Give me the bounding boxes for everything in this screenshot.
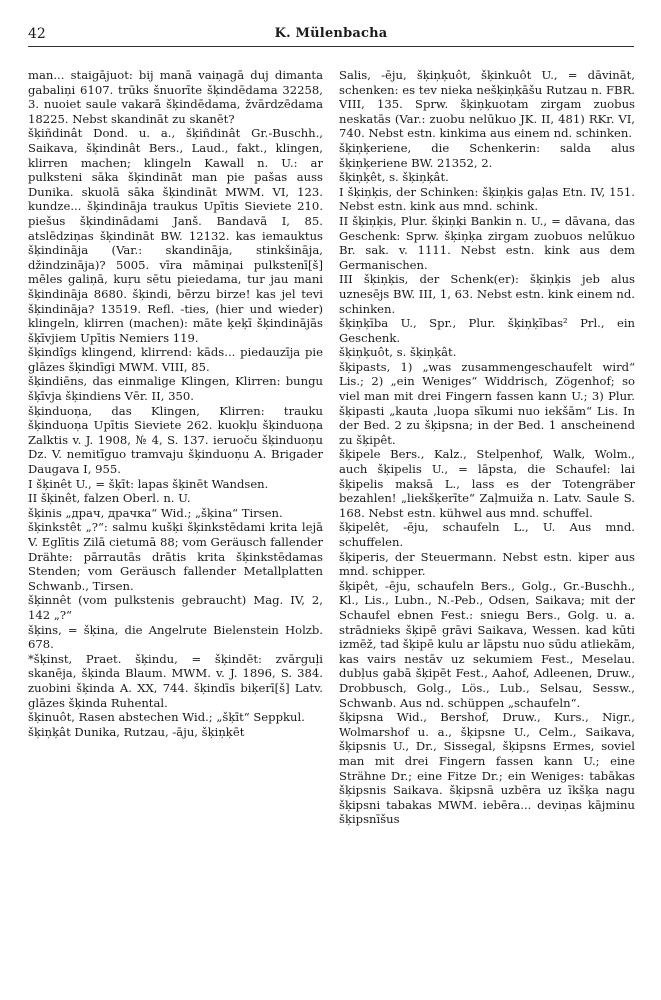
dictionary-entry: šķipelêt, -ēju, schaufeln L., U. Aus mnd. schuffelen. [339, 520, 635, 549]
dictionary-entry: šķiñdinât Dond. u. a., šķiñdinât Gr.-Buschh., Saikava, šķindinât Bers., Laud., fakt., klingen, klirren machen; klingeln Kawall n. U.: ar pulksteni sāka šķindināt man pie pašas auss Dunika. skuolā sāka šķindināt MWM. VI, 123. kundze... šķindināja traukus Upītis Sieviete 210. piešus šķindinādami Janš. Bandavā I, 85. atslēdziņas šķindināt BW. 12132. kas iemauktus šķindināja (Var.: skandināja, stinkšināja, džindzināja)? 5005. vīra māmiņai pulkstenī[š] mēles galiņā, kuŗu sētu pieiedama, tur jau mani šķindināja 8680. šķindi, bērzu birze! kas jel tevi šķindināja? 13519. Refl. -ties, (hier und wieder) klingeln, klirren (machen): māte ķeķī šķindinājās šķīvjiem Upītis Nemiers 119. [28, 126, 323, 345]
dictionary-entry: šķiņķêt, s. šķiņķât. [339, 170, 449, 185]
dictionary-entry: šķinuôt, Rasen abstechen Wid.; „šķīt“ Seppkul. [28, 710, 305, 725]
dictionary-entry: šķiņķuôt, s. šķiņķât. [339, 345, 457, 360]
dictionary-entry: šķipsna Wid., Bershof, Druw., Kurs., Nigr., Wolmarshof u. a., šķipsne U., Celm., Saikava, šķipsnis U., Dr., Sissegal, šķipsns Ermes, soviel man mit drei Fingern fassen kann U.; eine Strähne Dr.; eine Fitze Dr.; ein Weniges: tabākas šķipsnis Saikava. šķipsnā uzbēra uz īkšķa nagu šķipsni tabakas MWM. iebēra... deviņas kājminu šķipsnīšus [339, 710, 635, 827]
dictionary-entry: man... staigājuot: bij manā vaiņagā duj dimanta gabaliņi 6107. trūks šnuorīte šķindēdama 32258, 3. nuoiet saule vakarā šķindēdama, žvārdzēdama 18225. Nebst skandināt zu skanēt? [28, 68, 323, 126]
dictionary-entry: šķindiēns, das einmalige Klingen, Klirren: bungu šķīvja šķindiens Vēr. II, 350. [28, 374, 323, 404]
dictionary-entry: I šķinêt U., = šķīt: lapas šķinēt Wandsen. [28, 476, 269, 491]
left-column [28, 68, 323, 988]
dictionary-entry: šķinis „драч, драчка“ Wid.; „šķina“ Tirsen. [28, 505, 283, 520]
dictionary-entry: šķins, = šķina, die Angelrute Bielenstein Holzb. 678. [28, 622, 323, 652]
dictionary-entry: šķipele Bers., Kalz., Stelpenhof, Walk, Wolm., auch šķipelis U., = lāpsta, die Schaufel: lai šķipelis maksā L., lass es der Totengräber bezahlen! „liekšķerīte“ Zaļmuiža n. Latv. Saule S. 168. Nebst estn. kühwel aus mnd. schuffel. [339, 447, 635, 520]
page-number: 42 [28, 26, 46, 42]
dictionary-entry: šķiperis, der Steuermann. Nebst estn. kiper aus mnd. schipper. [339, 549, 635, 579]
dictionary-entry: šķinduoņa, das Klingen, Klirren: trauku šķinduoņa Upītis Sieviete 262. kuokļu šķinduoņa Zalktis v. J. 1908, № 4, S. 137. ieruoču šķinduoņu Dz. V. nemitīguo tramvaju šķinduoņu A. Brigader Daugava I, 955. [28, 403, 323, 477]
dictionary-entry: šķipasts, 1) „was zusammengeschaufelt wird“ Lis.; 2) „ein Weniges“ Widdrisch, Zögenhof; so viel man mit drei Fingern fassen kann U.; 3) Plur. šķipasti „kauta ,luopa sīkumi nuo iekšām“ Lis. In der Bed. 2 zu šķipsna; in der Bed. 1 anscheinend zu šķipêt. [339, 359, 635, 447]
dictionary-entry: Salis, -ēju, šķiņķuôt, šķinkuôt U., = dāvināt, schenken: es tev nieka nešķiņķāšu Rutzau n. FBR. VIII, 135. Sprw. šķiņķuotam zirgam zuobus neskatās (Var.: zuobu nelūkuo JK. II, 481) RKr. VI, 740. Nebst estn. kinkima aus einem nd. schinken. [339, 68, 635, 141]
running-head: K. Mülenbacha [274, 26, 388, 41]
dictionary-entry: šķindîgs klingend, klirrend: kāds... piedauzīja pie glāzes šķindīgi MWM. VIII, 85. [28, 345, 323, 374]
dictionary-entry: III šķiņķis, der Schenk(er): šķiņķis jeb alus uznesējs BW. III, 1, 63. Nebst estn. kink einem nd. schinken. [339, 272, 635, 316]
dictionary-entry: šķiņķât Dunika, Rutzau, -āju, šķiņķēt [28, 724, 245, 739]
dictionary-entry: šķipêt, -ēju, schaufeln Bers., Golg., Gr.-Buschh., Kl., Lis., Lubn., N.-Peb., Odsen, Saikava; mit der Schaufel ebnen Fest.: sniegu Bers., Golg. u. a. strādnieks šķipē grāvi Saikava, Wessen. kad kūti izmēž, tad šķipē kulu ar lāpstu nuo sūdu atliekām, kas vairs nestāv uz sekumiem Fest., Meselau. dubļus gabā šķipēt Fest., Aahof, Adleenen, Druw., Drobbusch, Golg., Lös., Lub., Selsau, Sessw., Schwanb. Aus nd. schüppen „schaufeln“. [339, 578, 635, 710]
dictionary-entry: šķiņķeriene, die Schenkerin: salda alus šķiņķeriene BW. 21352, 2. [339, 140, 635, 170]
dictionary-entry: II šķiņķis, Plur. šķiņķi Bankin n. U., = dāvana, das Geschenk: Sprw. šķiņķa zirgam zuobuos nelūkuo Br. sak. v. 1111. Nebst estn. kink aus dem Germanischen. [339, 213, 635, 272]
dictionary-entry: šķinnêt (vom pulkstenis gebraucht) Mag. IV, 2, 142 „?“ [28, 593, 323, 622]
dictionary-entry: *šķinst, Praet. šķindu, = šķindēt: zvārguļi skanēja, šķinda Blaum. MWM. v. J. 1896, S. 384. zuobini šķinda A. XX, 744. šķindīs biķerī[š] Latv. glāzes šķinda Ruhental. [28, 651, 323, 710]
page-header [28, 26, 634, 47]
dictionary-entry: I šķiņķis, der Schinken: šķiņķis gaļas Etn. IV, 151. Nebst estn. kink aus mnd. schink. [339, 184, 635, 214]
dictionary-entry: šķiņķība U., Spr., Plur. šķiņķības² Prl., ein Geschenk. [339, 316, 635, 345]
dictionary-entry: II šķinêt, falzen Oberl. n. U. [28, 491, 191, 506]
right-column [339, 68, 635, 988]
dictionary-entry: šķinkstêt „?“: salmu kušķi šķinkstēdami krita lejā V. Eglītis Zilā cietumā 88; vom Geräusch fallender Drähte: pārrautās drātis krita šķinkstēdamas Stenden; vom Geräusch fallender Metallplatten Schwanb., Tirsen. [28, 520, 323, 593]
